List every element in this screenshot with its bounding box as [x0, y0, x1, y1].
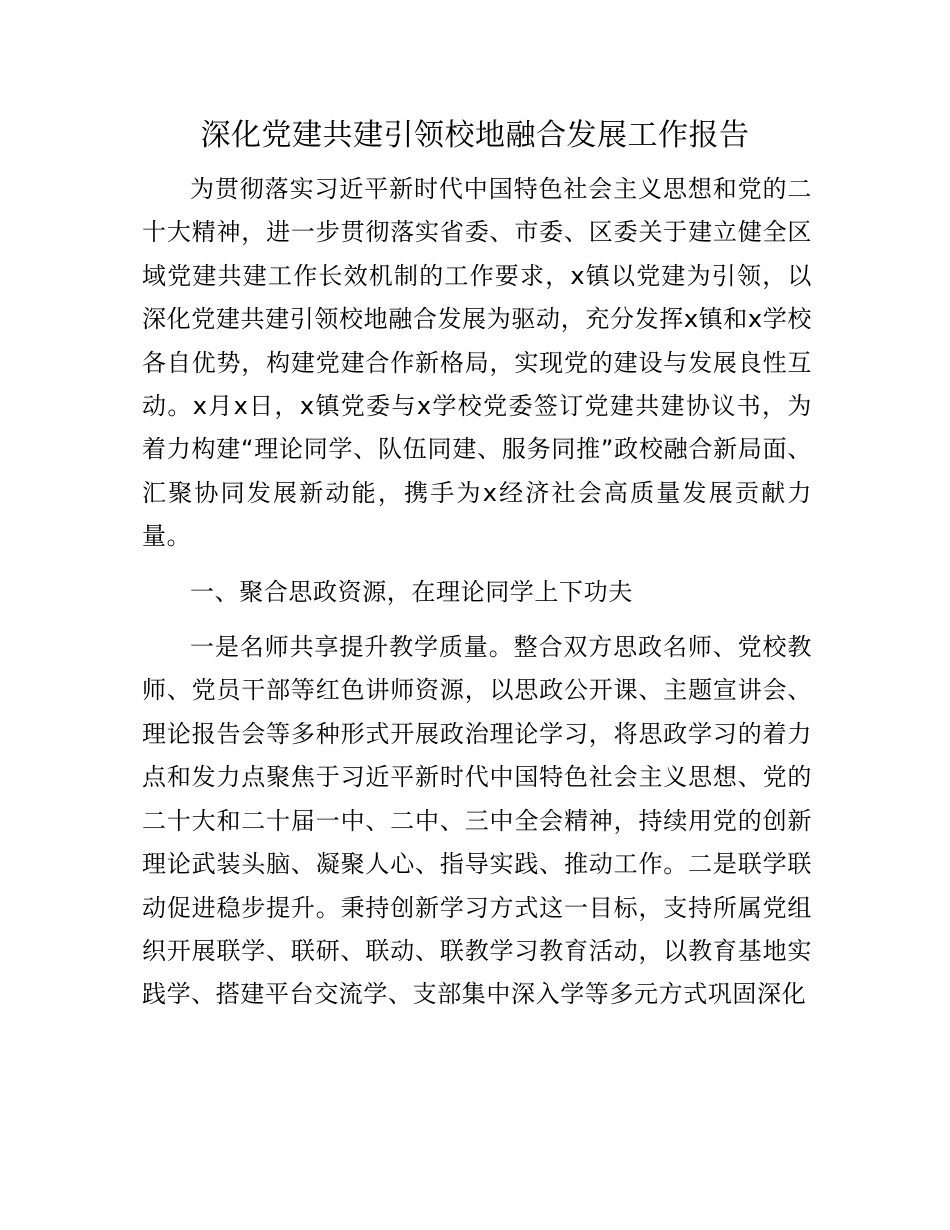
- section-paragraph: 一是名师共享提升教学质量。整合双方思政名师、党校教师、党员干部等红色讲师资源，以思政公开课、主题宣讲会、理论报告会等多种形式开展政治理论学习，将思政学习的着力点和发力点聚焦于习近平新时代中国特色社会主义思想、党的二十大和二十届一中、二中、三中全会精神，持续用党的创新理论武装头脑、凝聚人心、指导实践、推动工作。二是联学联动促进稳步提升。秉持创新学习方式这一目标，支持所属党组织开展联学、联研、联动、联教学习教育活动，以教育基地实践学、搭建平台交流学、支部集中深入学等多元方式巩固深化: [142, 633, 812, 1009]
- page-title: 深化党建共建引领校地融合发展工作报告: [200, 118, 750, 153]
- section-heading: 一、聚合思政资源，在理论同学上下功夫: [190, 577, 633, 606]
- document-body: [142, 168, 812, 1017]
- intro-paragraph: 为贯彻落实习近平新时代中国特色社会主义思想和党的二十大精神，进一步贯彻落实省委、市委、区委关于建立健全区域党建共建工作长效机制的工作要求，x镇以党建为引领，以深化党建共建引领校地融合发展为驱动，充分发挥x镇和x学校各自优势，构建党建合作新格局，实现党的建设与发展良性互动。x月x日，x镇党委与x学校党委签订党建共建协议书，为着力构建“理论同学、队伍同建、服务同推”政校融合新局面、汇聚协同发展新动能，携手为x经济社会高质量发展贡献力量。: [142, 175, 812, 551]
